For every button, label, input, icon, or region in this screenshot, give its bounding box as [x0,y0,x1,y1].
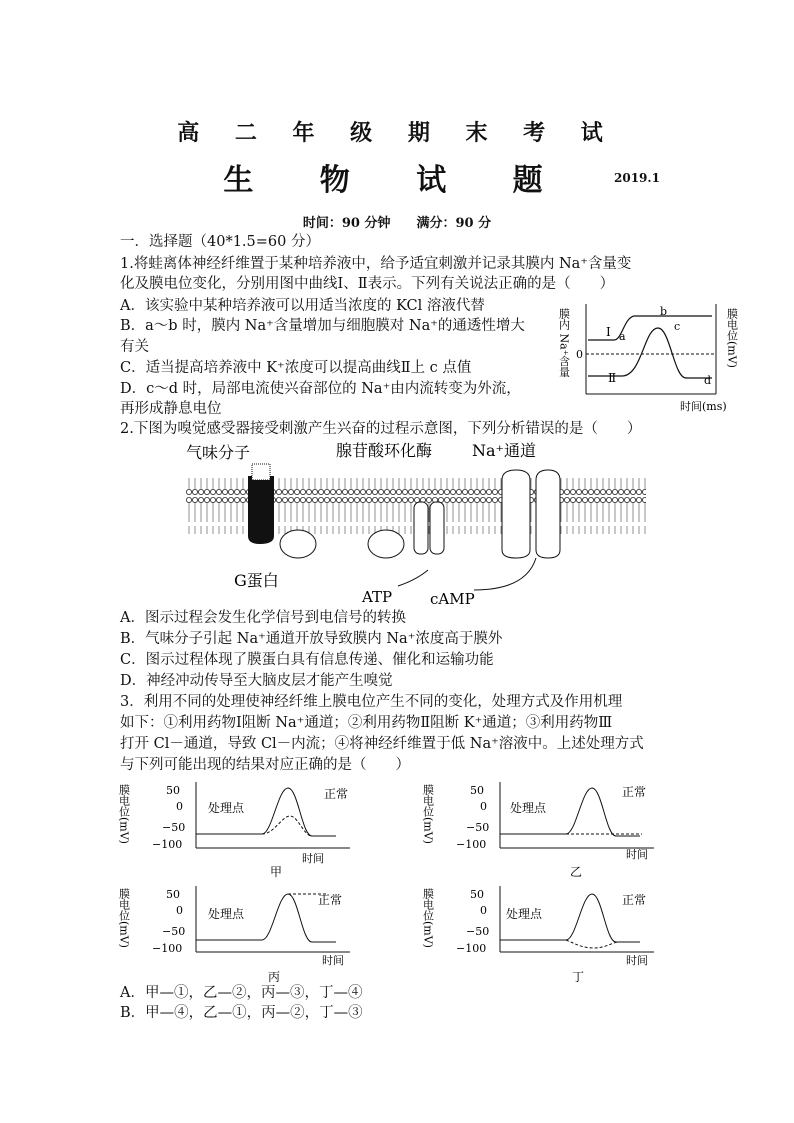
graph-ding-normal: 正常 [622,893,647,907]
graph-bing-y50: 50 [166,888,180,901]
q1-point-b: b [660,305,668,318]
q2-option-a: A．图示过程会发生化学信号到电信号的转换 [120,610,406,626]
graph-bing-ylabel: 膜电位(mV) [117,888,131,948]
atp-label: ATP [362,588,393,606]
graph-jia-xlabel: 时间 [302,852,324,865]
q1-option-d-line2: 再形成静息电位 [120,401,222,417]
graph-yi-xlabel: 时间 [626,848,648,861]
graph-bing-normal: 正常 [318,893,343,907]
q1-right-axis-label: 膜电位(mV) [725,308,739,368]
graph-yi-normal: 正常 [622,785,647,799]
q2-option-d: D．神经冲动传导至大脑皮层才能产生嗅觉 [120,673,393,689]
graph-ding-name: 丁 [572,970,585,984]
atp-arrow [398,570,428,586]
graph-ding-y0: 0 [480,904,487,917]
graph-jia-ym50: −50 [162,821,186,834]
graph-ding-y50: 50 [470,888,484,901]
g-protein-active [368,530,404,558]
graph-ding-treated-curve [566,940,620,948]
q3-stem-line3: 打开 Cl－通道，导致 Cl－内流；④将神经纤维置于低 Na⁺溶液中。上述处理方式 [120,736,644,752]
odor-molecule [252,464,270,480]
graph-jia [117,778,362,879]
graph-ding-ym100: −100 [456,942,487,955]
cyclase-part-2 [430,502,444,554]
q2-option-b: B．气味分子引起 Na⁺通道开放导致膜内 Na⁺浓度高于膜外 [120,631,503,647]
graph-yi [421,778,666,879]
camp-arrow [474,558,536,590]
q1-figure [557,298,750,416]
camp-label: cAMP [430,590,475,608]
graph-yi-ym50: −50 [466,821,490,834]
exam-date: 2019.1 [614,171,660,185]
graph-yi-name: 乙 [570,865,583,879]
na-channel-right [536,470,560,558]
q3-stem-line4: 与下列可能出现的结果对应正确的是（ ） [120,757,410,773]
q3-stem-line1: 3．利用不同的处理使神经纤维上膜电位产生不同的变化，处理方式及作用机理 [120,694,623,710]
q2-stem: 2.下图为嗅觉感受器接受刺激产生兴奋的过程示意图，下列分析错误的是（ ） [120,421,642,437]
q1-stem-line2: 化及膜电位变化，分别用图中曲线Ⅰ、Ⅱ表示。下列有关说法正确的是（ ） [120,276,615,292]
q3-option-b: B．甲—④，乙—①，丙—②，丁—③ [120,1005,363,1021]
graph-ding-xlabel: 时间 [626,954,648,967]
q1-curve-i-label: Ⅰ [606,325,611,339]
q3-stem-line2: 如下：①利用药物Ⅰ阻断 Na⁺通道；②利用药物Ⅱ阻断 K⁺通道；③利用药物Ⅲ [120,715,613,731]
q1-option-b-line2: 有关 [120,339,149,355]
q2-figure [186,440,646,608]
graph-bing-ym50: −50 [162,925,186,938]
graph-yi-ylabel: 膜电位(mV) [421,784,435,844]
na-channel-label: Na⁺通道 [472,441,536,460]
graph-bing-y0: 0 [176,904,183,917]
graph-jia-ym100: −100 [152,838,183,851]
graph-jia-ylabel: 膜电位(mV) [117,784,131,844]
q1-curve-ii-label: Ⅱ [608,371,617,385]
section-heading: 一．选择题（40*1.5=60 分） [120,234,320,250]
q3-option-a: A．甲—①，乙—②，丙—③，丁—④ [120,985,363,1001]
graph-jia-normal: 正常 [324,787,349,801]
q1-x-axis-label: 时间(ms) [680,400,727,413]
q1-stem-line1: 1.将蛙离体神经纤维置于某种培养液中，给予适宜刺激并记录其膜内 Na⁺含量变 [120,256,632,272]
g-protein [280,530,316,558]
graph-yi-y50: 50 [470,784,484,797]
q1-option-a: A．该实验中某种培养液可以用适当浓度的 KCl 溶液代替 [120,298,485,314]
g-protein-label: G蛋白 [234,571,279,590]
q1-option-b-line1: B．a～b 时，膜内 Na⁺含量增加与细胞膜对 Na⁺的通透性增大 [120,318,525,334]
q1-option-d-line1: D．c～d 时，局部电流使兴奋部位的 Na⁺由内流转变为外流， [120,381,521,397]
graph-ding [421,882,666,984]
graph-ding-ylabel: 膜电位(mV) [421,888,435,948]
graph-bing [117,882,362,984]
q1-point-a: a [619,330,626,343]
graph-jia-y50: 50 [166,784,180,797]
q1-zero-label: 0 [576,348,583,361]
subject-title: 生 物 试 题 [223,163,571,198]
graph-bing-ym100: −100 [152,942,183,955]
graph-bing-point: 处理点 [208,907,245,921]
graph-yi-y0: 0 [480,800,487,813]
q2-option-c: C．图示过程体现了膜蛋白具有信息传递、催化和运输功能 [120,652,494,668]
graph-jia-point: 处理点 [208,801,245,815]
graph-jia-y0: 0 [176,800,183,813]
graph-bing-name: 丙 [268,970,281,984]
graph-yi-ym100: −100 [456,838,487,851]
na-channel-left [502,470,530,558]
q1-option-c: C．适当提高培养液中 K⁺浓度可以提高曲线Ⅱ上 c 点值 [120,360,472,376]
graph-yi-point: 处理点 [510,801,547,815]
graph-jia-name: 甲 [270,865,283,879]
odor-molecule-label: 气味分子 [186,443,251,462]
graph-ding-point: 处理点 [506,907,543,921]
q1-point-d: d [704,374,712,387]
adenylyl-cyclase-label: 腺苷酸环化酶 [336,441,433,460]
graph-bing-xlabel: 时间 [322,954,344,967]
exam-meta: 时间：90 分钟 满分：90 分 [302,216,492,231]
graph-ding-ym50: −50 [466,925,490,938]
exam-title: 高 二 年 级 期 末 考 试 [177,120,617,146]
cyclase-part-1 [414,502,428,554]
q1-left-axis-label: 膜内 Na⁺含量 [557,308,571,378]
receptor-protein [248,476,274,544]
q1-point-c: c [674,320,681,333]
